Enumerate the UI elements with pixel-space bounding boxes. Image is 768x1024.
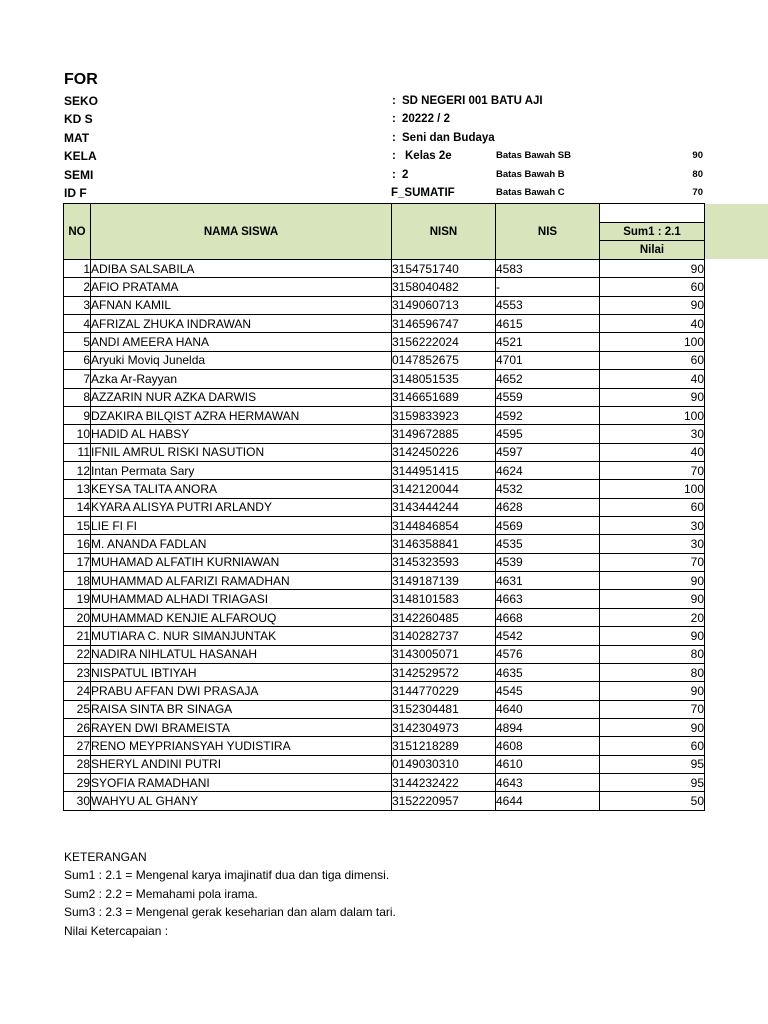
nis-cell: 4652	[496, 370, 600, 388]
student-name: Azka Ar-Rayyan	[91, 370, 392, 388]
info-label: MAT	[64, 130, 90, 145]
notes-heading: KETERANGAN	[64, 850, 147, 864]
info-row-kd	[0, 110, 768, 128]
column-header-sum1: Sum1 : 2.1	[600, 223, 705, 241]
score-cell: 70	[600, 461, 705, 479]
column-header-blank	[600, 204, 705, 223]
nisn-cell: 3144232422	[392, 774, 496, 792]
nis-cell: -	[496, 278, 600, 296]
score-cell: 90	[600, 590, 705, 608]
row-number: 24	[64, 682, 91, 700]
nis-cell: 4569	[496, 517, 600, 535]
score-cell: 30	[600, 517, 705, 535]
nis-cell: 4635	[496, 663, 600, 681]
table-row	[64, 498, 705, 516]
score-cell: 100	[600, 480, 705, 498]
row-number: 9	[64, 406, 91, 424]
row-number: 30	[64, 792, 91, 810]
student-name: DZAKIRA BILQIST AZRA HERMAWAN	[91, 406, 392, 424]
student-name: MUHAMMAD ALFARIZI RAMADHAN	[91, 572, 392, 590]
student-name: AZZARIN NUR AZKA DARWIS	[91, 388, 392, 406]
table-row	[64, 315, 705, 333]
row-number: 7	[64, 370, 91, 388]
nisn-cell: 3154751740	[392, 260, 496, 278]
student-name: WAHYU AL GHANY	[91, 792, 392, 810]
table-row	[64, 278, 705, 296]
info-separator: :	[392, 95, 396, 107]
row-number: 28	[64, 755, 91, 773]
table-row	[64, 388, 705, 406]
student-name: ANDI AMEERA HANA	[91, 333, 392, 351]
nisn-cell: 3142120044	[392, 480, 496, 498]
table-row	[64, 443, 705, 461]
score-cell: 90	[600, 718, 705, 736]
info-label: SEMI	[64, 167, 94, 182]
score-cell: 90	[600, 388, 705, 406]
student-name: SYOFIA RAMADHANI	[91, 774, 392, 792]
table-row	[64, 572, 705, 590]
row-number: 3	[64, 296, 91, 314]
row-number: 15	[64, 517, 91, 535]
nisn-cell: 3142260485	[392, 608, 496, 626]
info-value-id: F_SUMATIF	[391, 187, 455, 199]
score-cell: 60	[600, 278, 705, 296]
student-name: Aryuki Moviq Junelda	[91, 351, 392, 369]
student-name: MUHAMMAD KENJIE ALFAROUQ	[91, 608, 392, 626]
info-row-subject	[0, 129, 768, 147]
student-name: RAISA SINTA BR SINAGA	[91, 700, 392, 718]
student-name: SHERYL ANDINI PUTRI	[91, 755, 392, 773]
nis-cell: 4583	[496, 260, 600, 278]
nis-cell: 4595	[496, 425, 600, 443]
table-row	[64, 737, 705, 755]
nisn-cell: 3146358841	[392, 535, 496, 553]
nisn-cell: 3148051535	[392, 370, 496, 388]
student-name: MUHAMAD ALFATIH KURNIAWAN	[91, 553, 392, 571]
threshold-label-b: Batas Bawah B	[496, 168, 565, 180]
nis-cell: 4624	[496, 461, 600, 479]
nis-cell: 4644	[496, 792, 600, 810]
nisn-cell: 3149187139	[392, 572, 496, 590]
table-row	[64, 663, 705, 681]
score-cell: 70	[600, 553, 705, 571]
nis-cell: 4535	[496, 535, 600, 553]
nisn-cell: 3151218289	[392, 737, 496, 755]
score-cell: 95	[600, 774, 705, 792]
threshold-value-c: 70	[692, 187, 703, 198]
nisn-cell: 3146596747	[392, 315, 496, 333]
score-cell: 60	[600, 351, 705, 369]
row-number: 21	[64, 627, 91, 645]
nisn-cell: 3146651689	[392, 388, 496, 406]
row-number: 26	[64, 718, 91, 736]
table-row	[64, 792, 705, 810]
nisn-cell: 0149030310	[392, 755, 496, 773]
document-title: FOR	[64, 71, 98, 88]
nisn-cell: 3143444244	[392, 498, 496, 516]
nis-cell: 4576	[496, 645, 600, 663]
info-label: ID F	[64, 186, 87, 200]
nis-cell: 4610	[496, 755, 600, 773]
nisn-cell: 3144770229	[392, 682, 496, 700]
table-row	[64, 718, 705, 736]
score-cell: 50	[600, 792, 705, 810]
table-row	[64, 425, 705, 443]
student-name: AFNAN KAMIL	[91, 296, 392, 314]
row-number: 23	[64, 663, 91, 681]
row-number: 19	[64, 590, 91, 608]
row-number: 1	[64, 260, 91, 278]
student-name: NISPATUL IBTIYAH	[91, 663, 392, 681]
nisn-cell: 3149672885	[392, 425, 496, 443]
nisn-cell: 0147852675	[392, 351, 496, 369]
column-header-score: Nilai	[600, 241, 705, 260]
nis-cell: 4597	[496, 443, 600, 461]
row-number: 17	[64, 553, 91, 571]
column-header-no: NO	[64, 204, 91, 260]
nis-cell: 4631	[496, 572, 600, 590]
table-row	[64, 461, 705, 479]
nis-cell: 4592	[496, 406, 600, 424]
info-row-class	[0, 147, 768, 165]
score-cell: 60	[600, 498, 705, 516]
score-cell: 30	[600, 425, 705, 443]
row-number: 8	[64, 388, 91, 406]
nisn-cell: 3145323593	[392, 553, 496, 571]
nisn-cell: 3144951415	[392, 461, 496, 479]
score-cell: 30	[600, 535, 705, 553]
table-row	[64, 700, 705, 718]
nis-cell: 4553	[496, 296, 600, 314]
student-name: RENO MEYPRIANSYAH YUDISTIRA	[91, 737, 392, 755]
student-name: KEYSA TALITA ANORA	[91, 480, 392, 498]
table-row	[64, 608, 705, 626]
nis-cell: 4615	[496, 315, 600, 333]
table-row	[64, 535, 705, 553]
table-row	[64, 517, 705, 535]
score-cell: 90	[600, 627, 705, 645]
row-number: 14	[64, 498, 91, 516]
info-separator: :	[392, 113, 396, 126]
threshold-value-b: 80	[692, 168, 703, 180]
score-cell: 100	[600, 406, 705, 424]
student-name: AFRIZAL ZHUKA INDRAWAN	[91, 315, 392, 333]
score-cell: 80	[600, 645, 705, 663]
column-header-nis: NIS	[496, 204, 600, 260]
row-number: 6	[64, 351, 91, 369]
student-name: HADID AL HABSY	[91, 425, 392, 443]
info-label: KD S	[64, 112, 93, 127]
nisn-cell: 3149060713	[392, 296, 496, 314]
info-row-semester	[0, 166, 768, 184]
student-name: AFIO PRATAMA	[91, 278, 392, 296]
info-label: SEKO	[64, 94, 99, 108]
student-name: M. ANANDA FADLAN	[91, 535, 392, 553]
nis-cell: 4894	[496, 718, 600, 736]
nis-cell: 4701	[496, 351, 600, 369]
row-number: 29	[64, 774, 91, 792]
student-name: MUTIARA C. NUR SIMANJUNTAK	[91, 627, 392, 645]
row-number: 12	[64, 461, 91, 479]
score-cell: 90	[600, 572, 705, 590]
student-name: IFNIL AMRUL RISKI NASUTION	[91, 443, 392, 461]
info-separator: :	[392, 150, 396, 163]
table-header-row	[64, 204, 705, 223]
score-cell: 100	[600, 333, 705, 351]
score-cell: 40	[600, 370, 705, 388]
student-name: LIE FI FI	[91, 517, 392, 535]
table-row	[64, 480, 705, 498]
threshold-label-c: Batas Bawah C	[496, 187, 565, 198]
table-row	[64, 333, 705, 351]
note-line-achievement: Nilai Ketercapaian :	[64, 923, 169, 938]
note-line-sum1: Sum1 : 2.1 = Mengenal karya imajinatif dua dan tiga dimensi.	[64, 868, 390, 883]
student-name: RAYEN DWI BRAMEISTA	[91, 718, 392, 736]
score-cell: 90	[600, 260, 705, 278]
score-cell: 20	[600, 608, 705, 626]
nis-cell: 4542	[496, 627, 600, 645]
student-name: KYARA ALISYA PUTRI ARLANDY	[91, 498, 392, 516]
next-column-header-fill	[705, 204, 768, 259]
info-value-subject: Seni dan Budaya	[402, 131, 495, 144]
info-value-school: SD NEGERI 001 BATU AJI	[402, 95, 543, 107]
table-row	[64, 627, 705, 645]
row-number: 27	[64, 737, 91, 755]
row-number: 11	[64, 443, 91, 461]
table-row	[64, 774, 705, 792]
student-name: NADIRA NIHLATUL HASANAH	[91, 645, 392, 663]
column-header-nisn: NISN	[392, 204, 496, 260]
row-number: 20	[64, 608, 91, 626]
info-value-semester: 2	[402, 168, 409, 181]
nis-cell: 4628	[496, 498, 600, 516]
row-number: 25	[64, 700, 91, 718]
column-header-name: NAMA SISWA	[91, 204, 392, 260]
table-row	[64, 296, 705, 314]
note-line-sum3: Sum3 : 2.3 = Mengenal gerak keseharian dan alam dalam tari.	[64, 905, 396, 920]
nisn-cell: 3142450226	[392, 443, 496, 461]
nisn-cell: 3142529572	[392, 663, 496, 681]
nis-cell: 4643	[496, 774, 600, 792]
info-separator: :	[392, 131, 396, 144]
row-number: 5	[64, 333, 91, 351]
student-name: Intan Permata Sary	[91, 461, 392, 479]
nisn-cell: 3142304973	[392, 718, 496, 736]
nisn-cell: 3140282737	[392, 627, 496, 645]
nis-cell: 4640	[496, 700, 600, 718]
info-label: KELA	[64, 149, 97, 164]
student-name: PRABU AFFAN DWI PRASAJA	[91, 682, 392, 700]
table-row	[64, 351, 705, 369]
row-number: 4	[64, 315, 91, 333]
nisn-cell: 3148101583	[392, 590, 496, 608]
row-number: 22	[64, 645, 91, 663]
info-value-kd: 20222 / 2	[402, 113, 450, 126]
table-row	[64, 755, 705, 773]
table-row	[64, 645, 705, 663]
score-cell: 40	[600, 315, 705, 333]
threshold-label-sb: Batas Bawah SB	[496, 150, 571, 162]
nis-cell: 4668	[496, 608, 600, 626]
student-name: MUHAMMAD ALHADI TRIAGASI	[91, 590, 392, 608]
row-number: 10	[64, 425, 91, 443]
table-row	[64, 590, 705, 608]
nisn-cell: 3156222024	[392, 333, 496, 351]
table-row	[64, 682, 705, 700]
nisn-cell: 3144846854	[392, 517, 496, 535]
student-name: ADIBA SALSABILA	[91, 260, 392, 278]
row-number: 13	[64, 480, 91, 498]
nisn-cell: 3158040482	[392, 278, 496, 296]
score-cell: 95	[600, 755, 705, 773]
table-row	[64, 406, 705, 424]
threshold-value-sb: 90	[692, 150, 703, 162]
note-line-sum2: Sum2 : 2.2 = Memahami pola irama.	[64, 886, 258, 901]
nisn-cell: 3159833923	[392, 406, 496, 424]
score-cell: 40	[600, 443, 705, 461]
info-row-id	[0, 184, 768, 202]
score-cell: 60	[600, 737, 705, 755]
score-cell: 80	[600, 663, 705, 681]
score-cell: 90	[600, 296, 705, 314]
score-cell: 90	[600, 682, 705, 700]
nis-cell: 4559	[496, 388, 600, 406]
nisn-cell: 3143005071	[392, 645, 496, 663]
score-cell: 70	[600, 700, 705, 718]
info-row-school	[0, 92, 768, 110]
nis-cell: 4663	[496, 590, 600, 608]
nis-cell: 4539	[496, 553, 600, 571]
nis-cell: 4545	[496, 682, 600, 700]
table-row	[64, 553, 705, 571]
student-score-table	[63, 203, 705, 811]
row-number: 2	[64, 278, 91, 296]
nisn-cell: 3152304481	[392, 700, 496, 718]
nis-cell: 4608	[496, 737, 600, 755]
row-number: 18	[64, 572, 91, 590]
nis-cell: 4521	[496, 333, 600, 351]
notes-section	[64, 848, 396, 940]
nisn-cell: 3152220957	[392, 792, 496, 810]
table-row	[64, 260, 705, 278]
info-value-class: Kelas 2e	[405, 150, 452, 163]
info-separator: :	[392, 168, 396, 181]
nis-cell: 4532	[496, 480, 600, 498]
row-number: 16	[64, 535, 91, 553]
table-row	[64, 370, 705, 388]
